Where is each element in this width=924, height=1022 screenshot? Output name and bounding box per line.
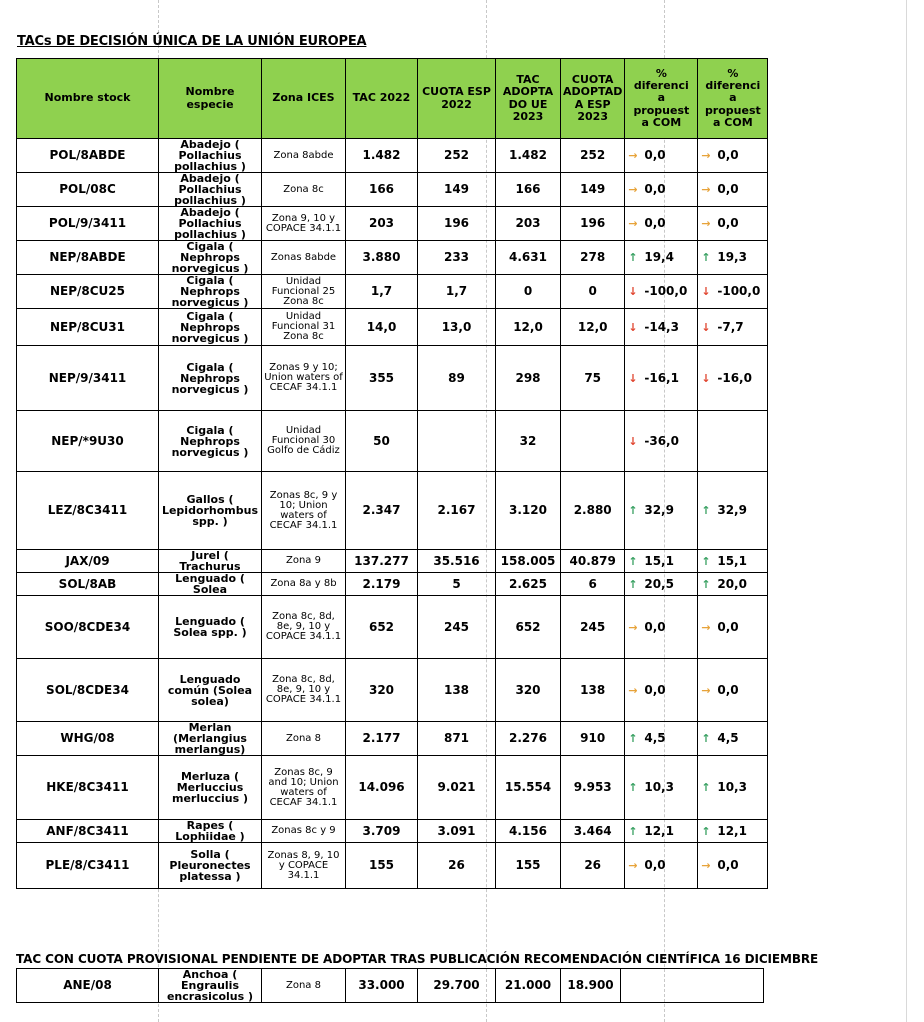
table-cell: Lenguado ( Solea (159, 573, 262, 596)
table-cell: Zona 9, 10 y COPACE 34.1.1 (262, 207, 346, 241)
diff-value: -100,0 (717, 284, 761, 299)
table-cell: NEP/8ABDE (17, 241, 159, 275)
column-header (418, 59, 496, 139)
diff-cell (625, 241, 698, 275)
table-cell: WHG/08 (17, 722, 159, 756)
table-cell: 196 (561, 207, 625, 241)
table-cell: 910 (561, 722, 625, 756)
header-line: Zona ICES (272, 91, 335, 105)
diff-value: 0,0 (717, 619, 739, 634)
table-cell: POL/08C (17, 173, 159, 207)
table-row (17, 756, 768, 820)
table-row (17, 472, 768, 550)
diff-cell (698, 820, 768, 843)
table-cell (418, 411, 496, 472)
table-row (17, 309, 768, 346)
table-row (17, 969, 764, 1003)
table-cell: 9.021 (418, 756, 496, 820)
table-row (17, 550, 768, 573)
table-cell: 89 (418, 346, 496, 411)
right-arrow-icon: → (628, 620, 638, 634)
table-cell: HKE/8C3411 (17, 756, 159, 820)
table-cell: Lenguado ( Solea spp. ) (159, 596, 262, 659)
table-cell (561, 411, 625, 472)
table-cell: 245 (561, 596, 625, 659)
up-arrow-icon: ↑ (628, 554, 638, 568)
table-cell: 320 (346, 659, 418, 722)
table-cell: Zona 8c (262, 173, 346, 207)
table-cell: 0 (496, 275, 561, 309)
table-cell: 245 (418, 596, 496, 659)
table-cell: 871 (418, 722, 496, 756)
diff-cell (625, 573, 698, 596)
table-cell: Unidad Funcional 31 Zona 8c (262, 309, 346, 346)
right-arrow-icon: → (628, 217, 638, 231)
table-cell: 33.000 (346, 969, 418, 1003)
table-cell: 203 (496, 207, 561, 241)
table-cell: 196 (418, 207, 496, 241)
right-arrow-icon: → (701, 183, 711, 197)
table-cell: NEP/9/3411 (17, 346, 159, 411)
up-arrow-icon: ↑ (628, 504, 638, 518)
up-arrow-icon: ↑ (628, 781, 638, 795)
diff-cell (625, 472, 698, 550)
diff-value: 0,0 (644, 216, 666, 231)
table-cell: Zona 8abde (262, 139, 346, 173)
column-header (698, 59, 768, 139)
diff-cell (698, 843, 768, 889)
diff-value: 4,5 (717, 731, 739, 746)
diff-cell (625, 346, 698, 411)
table-row (17, 346, 768, 411)
table-cell: POL/9/3411 (17, 207, 159, 241)
table-cell: 1,7 (418, 275, 496, 309)
diff-value: 0,0 (644, 682, 666, 697)
diff-value: 0,0 (644, 858, 666, 873)
table-cell: Zona 8 (262, 722, 346, 756)
diff-value: 0,0 (717, 858, 739, 873)
diff-cell (698, 275, 768, 309)
diff-cell (625, 139, 698, 173)
table-row (17, 139, 768, 173)
diff-cell (625, 550, 698, 573)
header-line: % (727, 67, 739, 81)
header-line: 2023 (512, 109, 544, 123)
table-cell: Solla ( Pleuronectes platessa ) (159, 843, 262, 889)
table-cell: 14,0 (346, 309, 418, 346)
header-line: a COM (713, 115, 753, 129)
table-cell: 652 (346, 596, 418, 659)
diff-value: 0,0 (717, 148, 739, 163)
table-cell: 2.177 (346, 722, 418, 756)
diff-cell (698, 659, 768, 722)
table-cell: 149 (561, 173, 625, 207)
right-arrow-icon: → (701, 149, 711, 163)
table-cell: Zonas 8, 9, 10 y COPACE 34.1.1 (262, 843, 346, 889)
tac-table (16, 58, 768, 889)
diff-value: -36,0 (644, 433, 679, 448)
header-line: ADOPTAD (563, 85, 623, 99)
diff-cell (621, 969, 764, 1003)
table-cell: 29.700 (418, 969, 496, 1003)
provisional-table (16, 968, 764, 1003)
table-cell: 35.516 (418, 550, 496, 573)
table-cell: 9.953 (561, 756, 625, 820)
table-cell: 32 (496, 411, 561, 472)
diff-cell (698, 472, 768, 550)
table-cell: LEZ/8C3411 (17, 472, 159, 550)
header-line: CUOTA ESP (422, 85, 491, 99)
table-cell: 3.120 (496, 472, 561, 550)
down-arrow-icon: ↓ (701, 371, 711, 385)
sheet-edge (906, 0, 907, 1022)
table-cell: SOL/8CDE34 (17, 659, 159, 722)
column-header (262, 59, 346, 139)
table-cell: POL/8ABDE (17, 139, 159, 173)
table-cell: 320 (496, 659, 561, 722)
diff-cell (625, 411, 698, 472)
table-cell: 298 (496, 346, 561, 411)
header-line: ADOPTA (502, 85, 554, 99)
header-line: 2022 (441, 97, 472, 111)
diff-value: 19,3 (717, 250, 747, 265)
header-row (17, 59, 768, 139)
down-arrow-icon: ↓ (628, 285, 638, 299)
up-arrow-icon: ↑ (701, 504, 711, 518)
diff-value: -16,0 (717, 370, 752, 385)
table-cell: 138 (561, 659, 625, 722)
table-cell: 21.000 (496, 969, 561, 1003)
table-cell: 355 (346, 346, 418, 411)
diff-cell (625, 596, 698, 659)
table-cell: 0 (561, 275, 625, 309)
table-row (17, 843, 768, 889)
table-cell: 5 (418, 573, 496, 596)
table-cell: 166 (346, 173, 418, 207)
table-cell: 14.096 (346, 756, 418, 820)
diff-cell (698, 207, 768, 241)
up-arrow-icon: ↑ (628, 251, 638, 265)
diff-cell (698, 309, 768, 346)
table-cell: 12,0 (561, 309, 625, 346)
diff-cell (625, 722, 698, 756)
table-cell: Zona 8 (262, 969, 346, 1003)
diff-cell (698, 722, 768, 756)
table-cell: 1.482 (346, 139, 418, 173)
right-arrow-icon: → (628, 183, 638, 197)
diff-value: 0,0 (644, 182, 666, 197)
column-header (625, 59, 698, 139)
table-cell: Abadejo ( Pollachius pollachius ) (159, 173, 262, 207)
diff-value: -7,7 (717, 319, 744, 334)
table-cell: 233 (418, 241, 496, 275)
table-cell: PLE/8/C3411 (17, 843, 159, 889)
table-cell: 15.554 (496, 756, 561, 820)
table-cell: 149 (418, 173, 496, 207)
header-line: a (729, 91, 737, 105)
table-cell: 1.482 (496, 139, 561, 173)
column-header (561, 59, 625, 139)
up-arrow-icon: ↑ (628, 732, 638, 746)
header-line: DO UE (508, 97, 548, 111)
diff-value: 15,1 (644, 553, 674, 568)
down-arrow-icon: ↓ (628, 371, 638, 385)
header-line: propuest (704, 103, 761, 117)
diff-value: 10,3 (644, 780, 674, 795)
header-line: Nombre especie (185, 85, 235, 111)
diff-cell (625, 207, 698, 241)
diff-cell (698, 139, 768, 173)
diff-value: 0,0 (717, 182, 739, 197)
table-cell: Cigala ( Nephrops norvegicus ) (159, 241, 262, 275)
table-row (17, 207, 768, 241)
diff-value: 32,9 (644, 503, 674, 518)
table-cell: 203 (346, 207, 418, 241)
header-line: Nombre stock (44, 91, 131, 105)
table-cell: Zonas 9 y 10; Union waters of CECAF 34.1.1 (262, 346, 346, 411)
table-row (17, 596, 768, 659)
table-cell: 26 (561, 843, 625, 889)
diff-value: 0,0 (717, 682, 739, 697)
table-cell: Zona 9 (262, 550, 346, 573)
diff-cell (625, 173, 698, 207)
diff-cell (625, 275, 698, 309)
page-title: TACs DE DECISIÓN ÚNICA DE LA UNIÓN EUROPEA (17, 34, 367, 49)
diff-value: 32,9 (717, 503, 747, 518)
right-arrow-icon: → (628, 683, 638, 697)
table-cell: 1,7 (346, 275, 418, 309)
table-cell: 158.005 (496, 550, 561, 573)
table-cell: 278 (561, 241, 625, 275)
header-line: propuest (633, 103, 690, 117)
up-arrow-icon: ↑ (701, 554, 711, 568)
diff-cell (698, 411, 768, 472)
table-cell: Unidad Funcional 30 Golfo de Cádiz (262, 411, 346, 472)
table-cell: Merlan (Merlangius merlangus) (159, 722, 262, 756)
table-cell: SOO/8CDE34 (17, 596, 159, 659)
diff-value: 0,0 (644, 619, 666, 634)
right-arrow-icon: → (701, 683, 711, 697)
header-line: diferenci (705, 79, 761, 93)
table-row (17, 241, 768, 275)
table-cell: 137.277 (346, 550, 418, 573)
table-cell: 166 (496, 173, 561, 207)
table-cell: 2.880 (561, 472, 625, 550)
table-row (17, 573, 768, 596)
table-cell: Unidad Funcional 25 Zona 8c (262, 275, 346, 309)
table-cell: ANE/08 (17, 969, 159, 1003)
up-arrow-icon: ↑ (701, 781, 711, 795)
table-row (17, 411, 768, 472)
up-arrow-icon: ↑ (701, 732, 711, 746)
table-cell: Abadejo ( Pollachius pollachius ) (159, 207, 262, 241)
table-cell: 2.179 (346, 573, 418, 596)
diff-cell (625, 756, 698, 820)
up-arrow-icon: ↑ (701, 251, 711, 265)
table-row (17, 173, 768, 207)
table-cell: ANF/8C3411 (17, 820, 159, 843)
table-cell: 40.879 (561, 550, 625, 573)
table-cell: JAX/09 (17, 550, 159, 573)
right-arrow-icon: → (628, 859, 638, 873)
right-arrow-icon: → (701, 859, 711, 873)
diff-value: 20,5 (644, 576, 674, 591)
header-line: % (655, 67, 667, 81)
table-cell: Merluza ( Merluccius merluccius ) (159, 756, 262, 820)
diff-value: -16,1 (644, 370, 679, 385)
table-cell: Lenguado común (Solea solea) (159, 659, 262, 722)
diff-cell (625, 309, 698, 346)
diff-cell (698, 346, 768, 411)
header-line: A ESP (574, 97, 611, 111)
diff-value: 12,1 (644, 823, 674, 838)
table-cell: 4.156 (496, 820, 561, 843)
table-cell: 6 (561, 573, 625, 596)
table-cell: 12,0 (496, 309, 561, 346)
table-cell: 652 (496, 596, 561, 659)
table-cell: 252 (418, 139, 496, 173)
table-cell: 155 (346, 843, 418, 889)
down-arrow-icon: ↓ (628, 434, 638, 448)
table-row (17, 275, 768, 309)
table-cell: 18.900 (561, 969, 621, 1003)
table-cell: Cigala ( Nephrops norvegicus ) (159, 309, 262, 346)
table-cell: 13,0 (418, 309, 496, 346)
column-header (346, 59, 418, 139)
table-cell: 252 (561, 139, 625, 173)
table-cell: 26 (418, 843, 496, 889)
header-line: 2023 (577, 109, 608, 123)
table-cell: Anchoa ( Engraulis encrasicolus ) (159, 969, 262, 1003)
table-cell: 138 (418, 659, 496, 722)
header-line: a COM (641, 115, 682, 129)
table-cell: 3.464 (561, 820, 625, 843)
table-cell: NEP/8CU31 (17, 309, 159, 346)
table-cell: Zona 8c, 8d, 8e, 9, 10 y COPACE 34.1.1 (262, 659, 346, 722)
diff-cell (625, 843, 698, 889)
table-cell: Zonas 8c y 9 (262, 820, 346, 843)
table-cell: Cigala ( Nephrops norvegicus ) (159, 411, 262, 472)
table-cell: 155 (496, 843, 561, 889)
table-row (17, 659, 768, 722)
table-cell: NEP/8CU25 (17, 275, 159, 309)
table-cell: Zonas 8c, 9 and 10; Union waters of CECAF 34.1.1 (262, 756, 346, 820)
up-arrow-icon: ↑ (628, 824, 638, 838)
diff-value: 12,1 (717, 823, 747, 838)
down-arrow-icon: ↓ (628, 320, 638, 334)
diff-value: 0,0 (717, 216, 739, 231)
table-cell: 75 (561, 346, 625, 411)
up-arrow-icon: ↑ (701, 577, 711, 591)
table-cell: 4.631 (496, 241, 561, 275)
table-row (17, 722, 768, 756)
column-header (159, 59, 262, 139)
table-cell: Jurel ( Trachurus (159, 550, 262, 573)
table-cell: 50 (346, 411, 418, 472)
right-arrow-icon: → (628, 149, 638, 163)
table-cell: 2.625 (496, 573, 561, 596)
right-arrow-icon: → (701, 620, 711, 634)
header-line: diferenci (633, 79, 689, 93)
diff-cell (698, 241, 768, 275)
table-cell: Gallos ( Lepidorhombus spp. ) (159, 472, 262, 550)
diff-value: 19,4 (644, 250, 674, 265)
diff-cell (698, 596, 768, 659)
table-cell: Zonas 8abde (262, 241, 346, 275)
table-cell: Rapes ( Lophiidae ) (159, 820, 262, 843)
up-arrow-icon: ↑ (701, 824, 711, 838)
table-cell: 2.167 (418, 472, 496, 550)
right-arrow-icon: → (701, 217, 711, 231)
column-header (17, 59, 159, 139)
diff-cell (698, 550, 768, 573)
table-cell: Cigala ( Nephrops norvegicus ) (159, 346, 262, 411)
table-row (17, 820, 768, 843)
diff-cell (698, 573, 768, 596)
table-cell: Abadejo ( Pollachius pollachius ) (159, 139, 262, 173)
diff-cell (698, 756, 768, 820)
table-cell: Cigala ( Nephrops norvegicus ) (159, 275, 262, 309)
table-cell: 2.347 (346, 472, 418, 550)
header-line: TAC 2022 (352, 91, 411, 105)
section-heading: TAC CON CUOTA PROVISIONAL PENDIENTE DE ADOPTAR TRAS PUBLICACIÓN RECOMENDACIÓN CIENTÍFICA 16 DICIEMBRE (16, 952, 819, 966)
diff-cell (698, 173, 768, 207)
table-cell: Zona 8c, 8d, 8e, 9, 10 y COPACE 34.1.1 (262, 596, 346, 659)
diff-value: -14,3 (644, 319, 679, 334)
table-cell: NEP/*9U30 (17, 411, 159, 472)
table-cell: 3.091 (418, 820, 496, 843)
up-arrow-icon: ↑ (628, 577, 638, 591)
table-cell: 2.276 (496, 722, 561, 756)
diff-value: 20,0 (717, 576, 747, 591)
header-line: CUOTA (571, 73, 614, 87)
down-arrow-icon: ↓ (701, 285, 711, 299)
diff-value: 4,5 (644, 731, 666, 746)
table-cell: SOL/8AB (17, 573, 159, 596)
diff-value: -100,0 (644, 284, 688, 299)
table-cell: Zona 8a y 8b (262, 573, 346, 596)
table-cell: 3.709 (346, 820, 418, 843)
header-line: TAC (516, 73, 540, 87)
table-cell: Zonas 8c, 9 y 10; Union waters of CECAF 34.1.1 (262, 472, 346, 550)
diff-value: 10,3 (717, 780, 747, 795)
diff-cell (625, 820, 698, 843)
down-arrow-icon: ↓ (701, 320, 711, 334)
diff-value: 15,1 (717, 553, 747, 568)
column-header (496, 59, 561, 139)
diff-cell (625, 659, 698, 722)
header-line: a (657, 91, 666, 105)
table-cell: 3.880 (346, 241, 418, 275)
diff-value: 0,0 (644, 148, 666, 163)
